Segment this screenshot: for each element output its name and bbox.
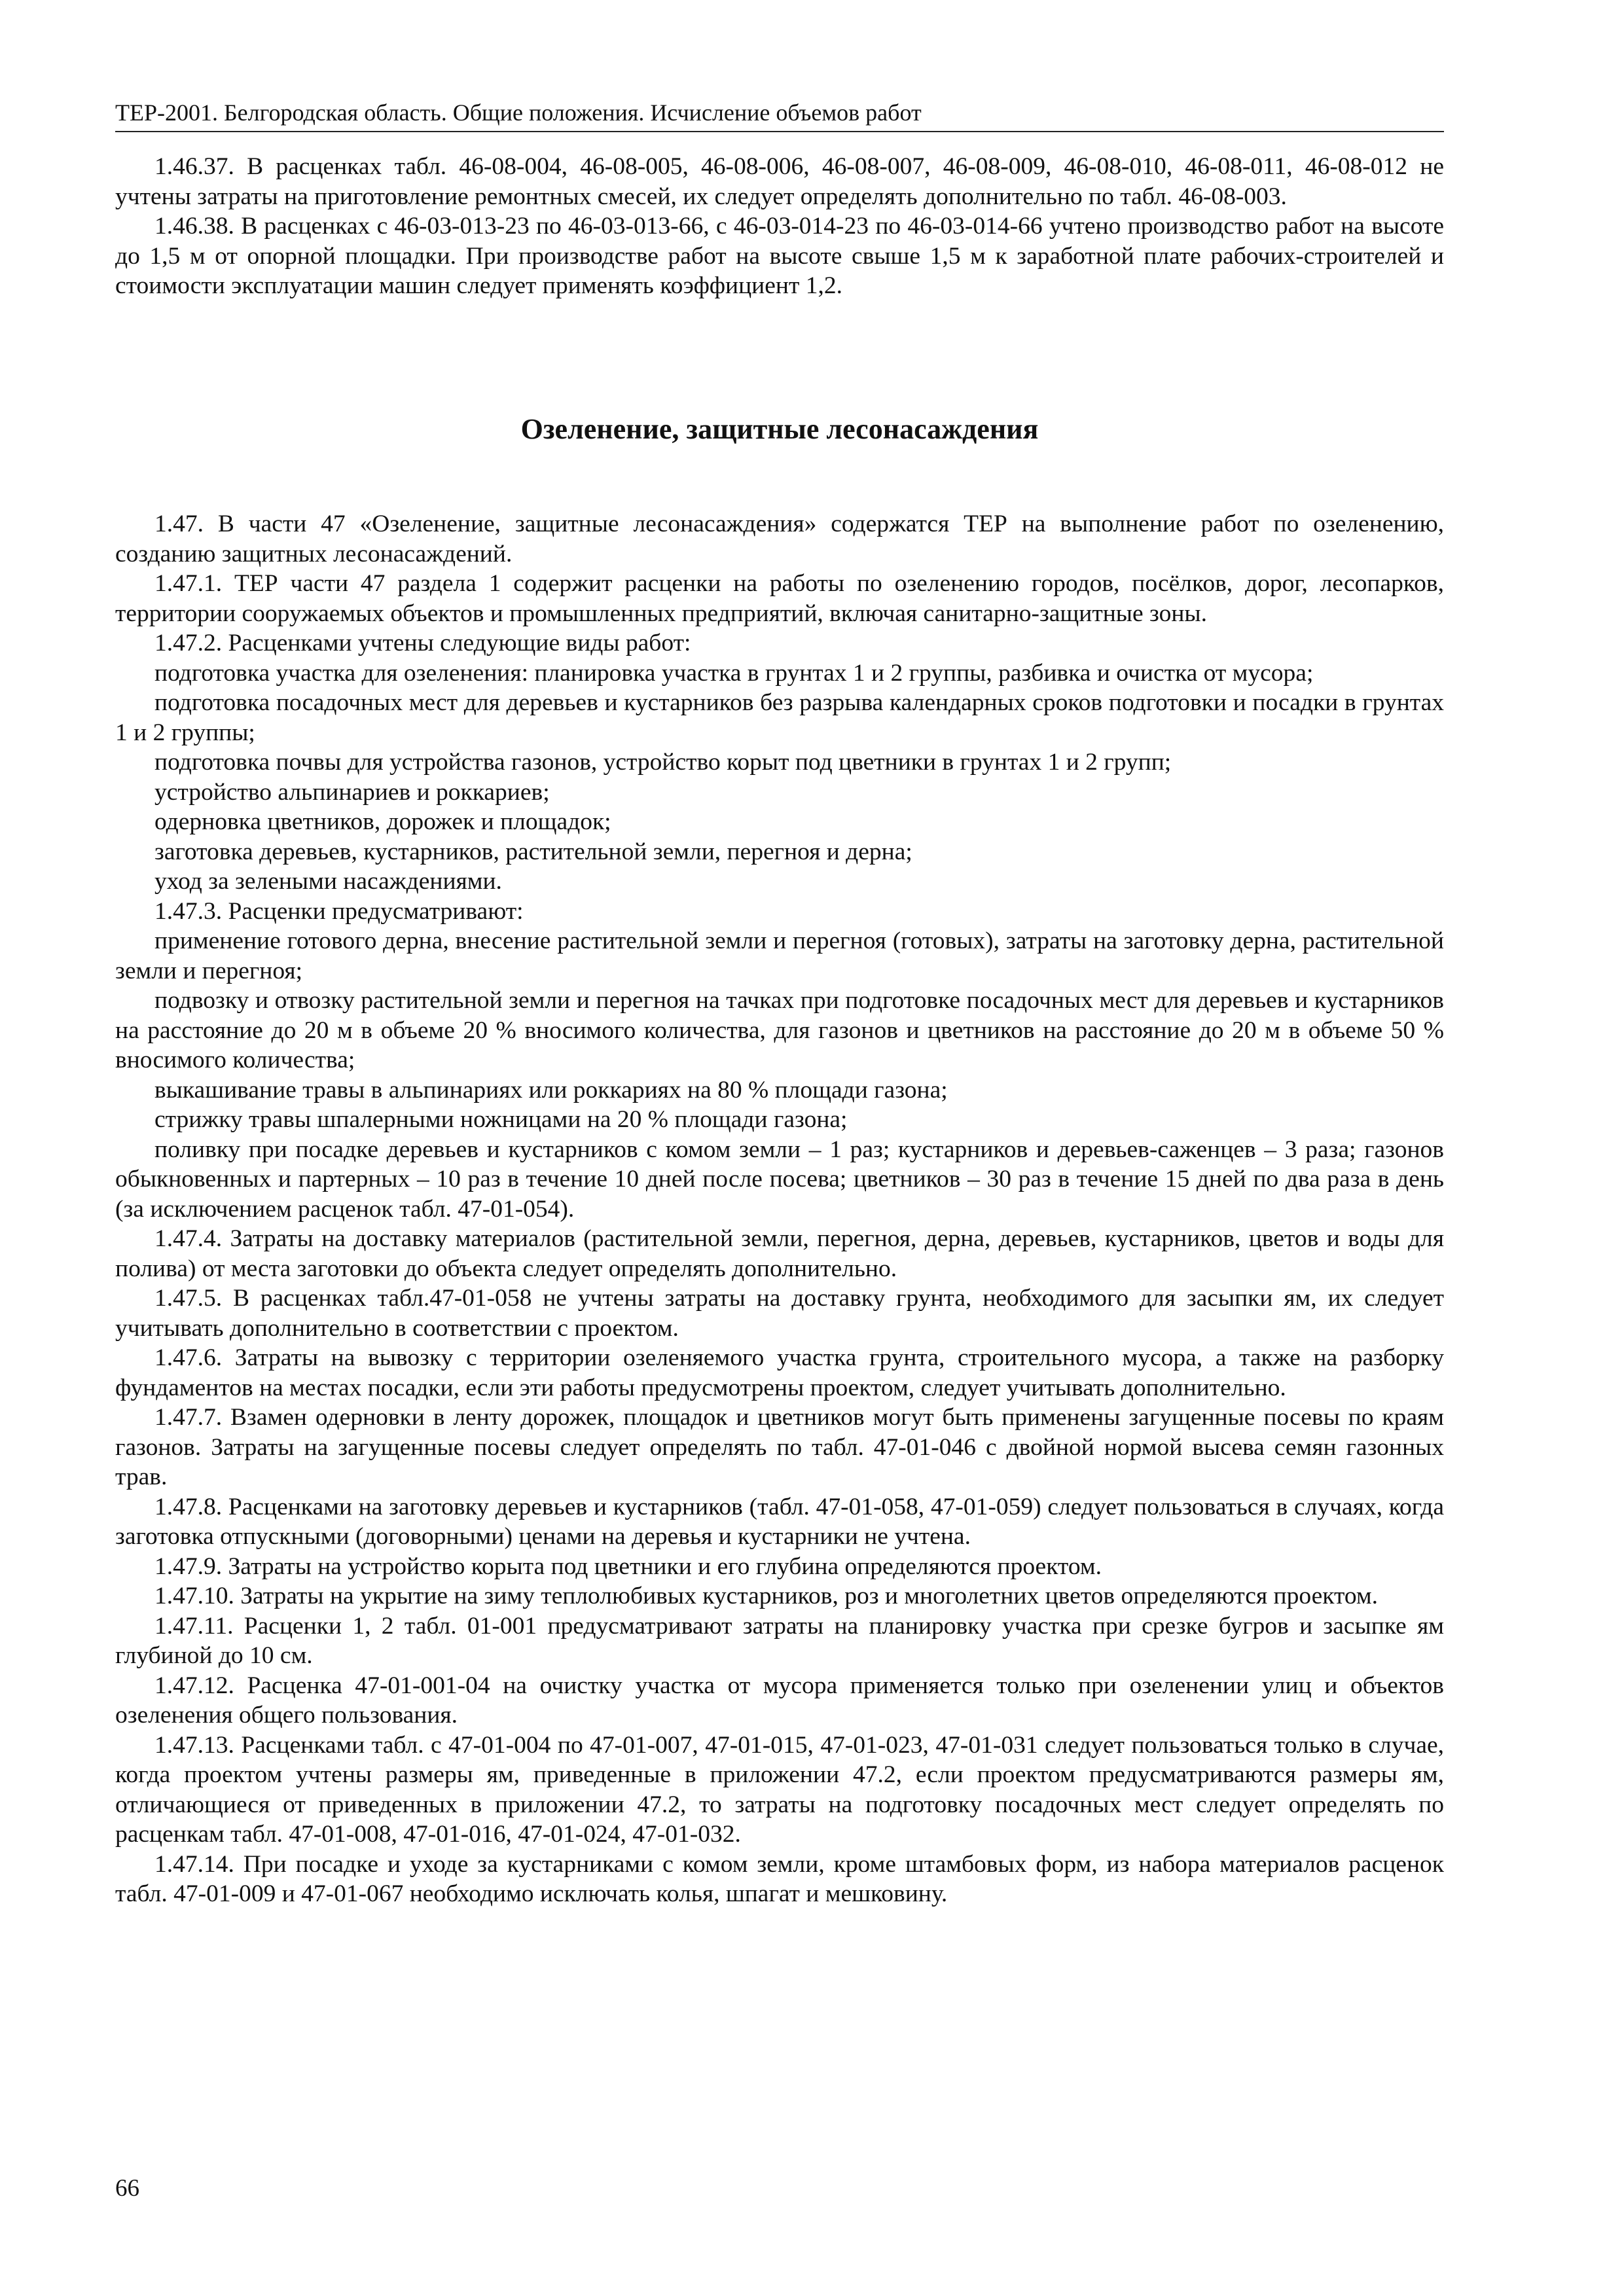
paragraph: 1.47.2. Расценками учтены следующие виды работ: [154,630,691,656]
list-item: подвозку и отвозку растительной земли и перегноя на тачках при подготовке посадочных мест для деревьев и кустарников на расстояние до 20 м в объеме 20 % вносимого количества, для газонов и цветников на расстояние до 20 м в объеме 50 % вносимого количества; [115,987,1444,1073]
paragraph: 1.47.9. Затраты на устройство корыта под цветники и его глубина определяются проектом. [154,1552,1102,1580]
list-item: применение готового дерна, внесение растительной земли и перегноя (готовых), затраты на заготовку дерна, растительной земли и перегноя; [115,927,1444,984]
list-item: уход за зелеными насаждениями. [154,868,502,895]
paragraph: 1.47.8. Расценками на заготовку деревьев и кустарников (табл. 47-01-058, 47-01-059) следует пользоваться в случаях, когда заготовка отпускными (договорными) ценами на деревья и кустарники не учтена. [115,1493,1444,1550]
list-item: поливку при посадке деревьев и кустарников с комом земли – 1 раз; кустарников и деревьев-саженцев – 3 раза; газонов обыкновенных и партерных – 10 раз в течение 10 дней после посева; цветников – 30 раз в течение 15 дней по два раза в день (за исключением расценок табл. 47-01-054). [115,1136,1444,1223]
list-item: выкашивание травы в альпинариях или роккариях на 80 % площади газона; [154,1076,948,1103]
paragraph: 1.46.38. В расценках с 46-03-013-23 по 46-03-013-66, с 46-03-014-23 по 46-03-014-66 учтено производство работ на высоте до 1,5 м от опорной площадки. При производстве работ на высоте свыше 1,5 м к заработной плате рабочих-строителей и стоимости эксплуатации машин следует применять коэффициент 1,2. [115,213,1444,299]
paragraph: 1.47.13. Расценками табл. с 47-01-004 по 47-01-007, 47-01-015, 47-01-023, 47-01-031 следует пользоваться только в случае, когда проектом учтены размеры ям, приведенные в приложении 47.2, если проектом предусматриваются размеры ям, отличающиеся от приведенных в приложении 47.2, то затраты на подготовку посадочных мест следует определять по расценкам табл. 47-01-008, 47-01-016, 47-01-024, 47-01-032. [115,1731,1444,1848]
list-item: подготовка посадочных мест для деревьев и кустарников без разрыва календарных сроков подготовки и посадки в грунтах 1 и 2 группы; [115,689,1444,746]
list-item: стрижку травы шпалерными ножницами на 20 % площади газона; [154,1106,848,1133]
paragraph: 1.47.4. Затраты на доставку материалов (растительной земли, перегноя, дерна, деревьев, кустарников, цветов и воды для полива) от места заготовки до объекта следует определять дополнительно. [115,1225,1444,1282]
list-item: подготовка участка для озеленения: планировка участка в грунтах 1 и 2 группы, разбивка и очистка от мусора; [154,659,1314,687]
paragraph-block-intro [115,152,1444,301]
list-item: устройство альпинариев и роккариев; [154,778,550,806]
list-item: заготовка деревьев, кустарников, растительной земли, перегноя и дерна; [154,838,912,865]
paragraph: 1.47.7. Взамен одерновки в ленту дорожек, площадок и цветников могут быть применены загущенные посевы по краям газонов. Затраты на загущенные посевы следует определять по табл. 47-01-046 с двойной нормой высева семян газонных трав. [115,1404,1444,1490]
paragraph: 1.47.14. При посадке и уходе за кустарниками с комом земли, кроме штамбовых форм, из набора материалов расценок табл. 47-01-009 и 47-01-067 необходимо исключать колья, шпагат и мешковину. [115,1850,1444,1907]
section-heading: Озеленение, защитные лесонасаждения [520,413,1039,445]
paragraph: 1.47. В части 47 «Озеленение, защитные лесонасаждения» содержатся ТЕР на выполнение работ по озеленению, созданию защитных лесонасаждений. [115,511,1444,567]
paragraph: 1.47.3. Расценки предусматривают: [154,897,524,925]
list-item: подготовка почвы для устройства газонов, устройство корыт под цветники в грунтах 1 и 2 групп; [154,749,1172,776]
paragraph: 1.47.12. Расценка 47-01-001-04 на очистку участка от мусора применяется только при озеленении улиц и объектов озеленения общего пользования. [115,1672,1444,1729]
paragraph: 1.47.6. Затраты на вывозку с территории озеленяемого участка грунта, строительного мусора, а также на разборку фундаментов на местах посадки, если эти работы предусмотрены проектом, следует учитывать дополнительно. [115,1344,1444,1401]
running-header: ТЕР-2001. Белгородская область. Общие положения. Исчисление объемов работ [115,98,1444,132]
list-item: одерновка цветников, дорожек и площадок; [154,808,611,835]
paragraph: 1.47.10. Затраты на укрытие на зиму теплолюбивых кустарников, роз и многолетних цветов определяются проектом. [154,1583,1378,1609]
paragraph: 1.47.11. Расценки 1, 2 табл. 01-001 предусматривают затраты на планировку участка при срезке бугров и засыпке ям глубиной до 10 см. [115,1612,1444,1669]
paragraph: 1.46.37. В расценках табл. 46-08-004, 46-08-005, 46-08-006, 46-08-007, 46-08-009, 46-08-010, 46-08-011, 46-08-012 не учтены затраты на приготовление ремонтных смесей, их следует определять дополнительно по табл. 46-08-003. [115,153,1444,210]
paragraph-block-main [115,509,1444,1909]
page-number: 66 [115,2175,139,2202]
paragraph: 1.47.5. В расценках табл.47-01-058 не учтены затраты на доставку грунта, необходимого для засыпки ям, их следует учитывать дополнительно в соответствии с проектом. [115,1285,1444,1342]
paragraph: 1.47.1. ТЕР части 47 раздела 1 содержит расценки на работы по озеленению городов, посёлков, дорог, лесопарков, территории сооружаемых объектов и промышленных предприятий, включая санитарно-защитные зоны. [115,570,1444,627]
